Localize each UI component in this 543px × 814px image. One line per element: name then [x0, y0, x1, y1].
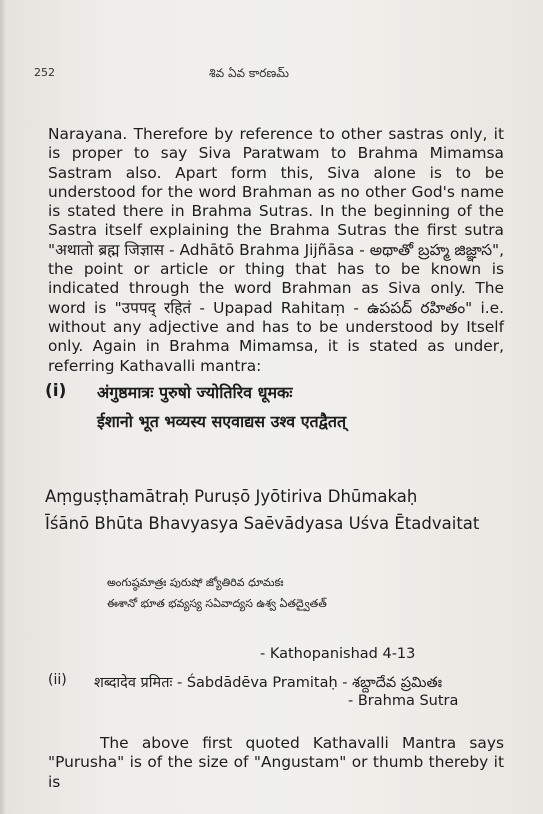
page-number: 252 [34, 66, 55, 79]
paragraph-1: Narayana. Therefore by reference to other sastras only, it is proper to say Siva Paratwam to Brahma Mimamsa Sastram also. Apart form this, Siva alone is to be understood for the word Brahman as no other God's name is stated there in Brahma Sutras. In the beginning of the Sastra itself explaining the Brahma Sutras the first sutra "अथातो ब्रह्म जिज्ञास - Adhātō Brahma Jijñāsa - అథాతో బ్రహ్మ జిజ్ఞాస", the point or article or thing that has to be known is indicated through the word Brahman as Siva only. The word is "उपपद् रहितं - Upapad Rahitaṃ - ఉపపద్ రహితం" i.e. without any adjective and has to be understood by Itself only. Again in Brahma Mimamsa, it is stated as under, referring Kathavalli mantra: [48, 125, 504, 375]
mantra-i-roman-line-2: Īśānō Bhūta Bhavyasya Saēvādyasa Uśva Ētadvaitat [45, 514, 480, 533]
paragraph-2: The above first quoted Kathavalli Mantra says "Purusha" is of the size of "Angustam" or thumb thereby it is [48, 734, 504, 791]
mantra-i-devanagari-line-1: अंगुष्ठमात्रः पुरुषो ज्योतिरिव धूमकः [97, 383, 293, 402]
binding-shadow [0, 0, 6, 814]
mantra-i-roman-line-1: Aṃguṣṭhamātraḥ Puruṣō Jyōtiriva Dhūmakaḥ [45, 487, 418, 506]
mantra-ii-text: शब्दादेव प्रमितः - Śabdādēva Pramitaḥ - శబ్దాదేవ ప్రమితః [94, 675, 443, 691]
mantra-ii-source: - Brahma Sutra [348, 693, 459, 709]
mantra-i-number: (i) [45, 381, 67, 401]
mantra-i-devanagari-line-2: ईशानो भूत भव्यस्य सएवाद्यस उश्व एतद्वैतत् [97, 412, 347, 431]
mantra-i-source: - Kathopanishad 4-13 [260, 646, 416, 662]
mantra-i-telugu-line-2: ఈశానో భూత భవ్యస్య సఏవాద్యస ఉశ్వ ఏతద్వైతత్ [107, 597, 327, 610]
mantra-ii-number: (ii) [48, 672, 67, 688]
running-head: శివ ఏవ కారణమ్ [209, 66, 289, 80]
mantra-i-telugu-line-1: అంగుష్ఠమాత్రః పురుషో జ్యోతిరివ ధూమకః [107, 576, 284, 589]
